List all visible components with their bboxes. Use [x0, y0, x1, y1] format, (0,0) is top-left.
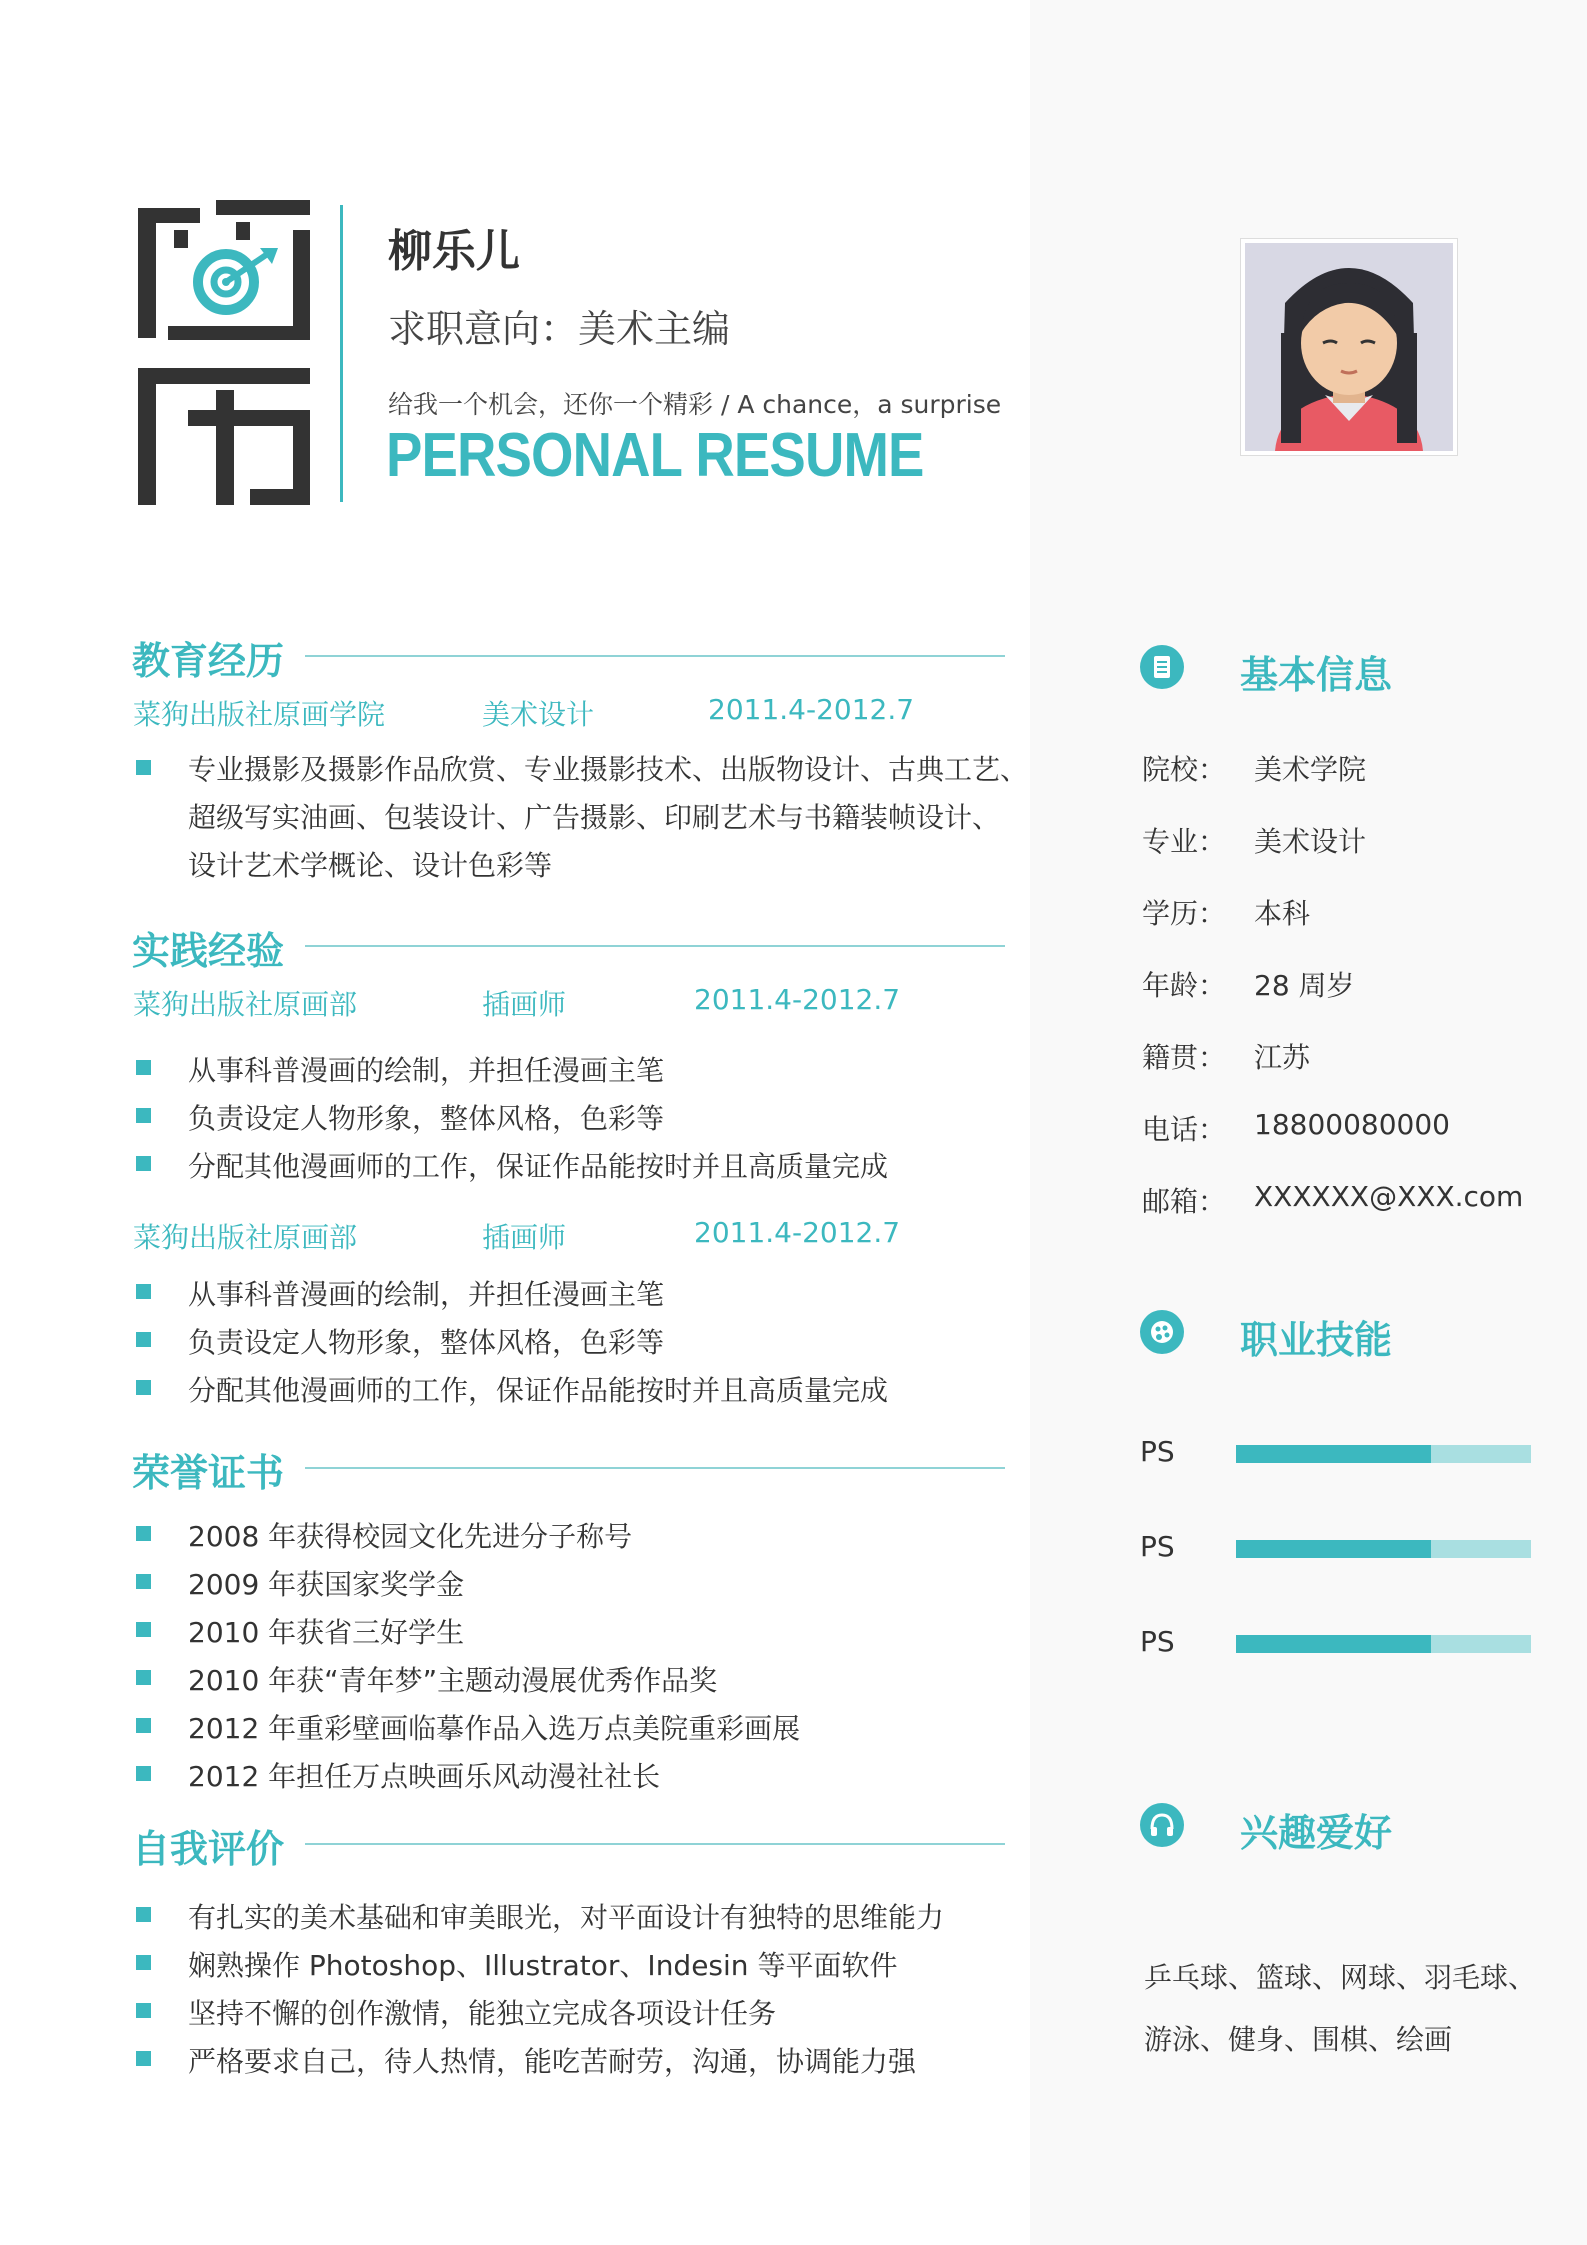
job-period: 2011.4-2012.7: [694, 983, 901, 1016]
job-item: 负责设定人物形象，整体风格，色彩等: [188, 1326, 665, 1359]
info-label: 电话：: [1142, 1113, 1227, 1146]
bullet: [136, 1380, 151, 1395]
info-value: 江苏: [1254, 1041, 1311, 1074]
bullet: [136, 1108, 151, 1123]
education-desc-line: 超级写实油画、包装设计、广告摄影、印刷艺术与书籍装帧设计、: [188, 801, 1001, 834]
resume-logo-icon: [138, 200, 310, 505]
info-value: 28 周岁: [1254, 969, 1355, 1002]
education-title: 教育经历: [132, 639, 285, 683]
self-eval-divider: [305, 1843, 1005, 1845]
practice-title: 实践经验: [132, 929, 285, 973]
honors-divider: [305, 1467, 1005, 1469]
self-eval-item: 严格要求自己，待人热情，能吃苦耐劳，沟通，协调能力强: [188, 2045, 917, 2078]
bullet: [136, 1574, 151, 1589]
skill-bar-track: [1236, 1635, 1531, 1653]
skills-title: 职业技能: [1240, 1318, 1393, 1362]
job-role: 插画师: [482, 1221, 567, 1254]
bullet: [136, 1766, 151, 1781]
education-desc-line: 设计艺术学概论、设计色彩等: [188, 849, 553, 882]
honor-item: 2010 年获“青年梦”主题动漫展优秀作品奖: [188, 1664, 718, 1697]
bullet: [136, 1670, 151, 1685]
skill-label: PS: [1140, 1625, 1175, 1658]
bullet: [136, 2051, 151, 2066]
info-value: XXXXXX@XXX.com: [1254, 1180, 1524, 1213]
job-item: 负责设定人物形象，整体风格，色彩等: [188, 1102, 665, 1135]
info-label: 专业：: [1142, 825, 1227, 858]
bullet: [136, 1907, 151, 1922]
education-major: 美术设计: [482, 698, 595, 731]
hobbies-line: 游泳、健身、围棋、绘画: [1144, 2023, 1453, 2056]
job-item: 分配其他漫画师的工作，保证作品能按时并且高质量完成: [188, 1150, 889, 1183]
job-item: 从事科普漫画的绘制，并担任漫画主笔: [188, 1054, 665, 1087]
skill-bar-fill: [1236, 1635, 1431, 1653]
self-eval-title: 自我评价: [132, 1827, 285, 1871]
job-intent: 求职意向：美术主编: [388, 307, 731, 351]
skill-bar-fill: [1236, 1445, 1431, 1463]
info-value: 美术设计: [1254, 825, 1367, 858]
honors-title: 荣誉证书: [132, 1451, 285, 1495]
info-value: 美术学院: [1254, 753, 1367, 786]
job-role: 插画师: [482, 988, 567, 1021]
skill-label: PS: [1140, 1435, 1175, 1468]
self-eval-item: 娴熟操作 Photoshop、Illustrator、Indesin 等平面软件: [188, 1949, 898, 1982]
info-label: 院校：: [1142, 753, 1227, 786]
bullet: [136, 1718, 151, 1733]
bullet: [136, 1284, 151, 1299]
job-item: 分配其他漫画师的工作，保证作品能按时并且高质量完成: [188, 1374, 889, 1407]
skill-bar-fill: [1236, 1540, 1431, 1558]
honor-item: 2009 年获国家奖学金: [188, 1568, 465, 1601]
honor-item: 2012 年重彩壁画临摹作品入选万点美院重彩画展: [188, 1712, 801, 1745]
tagline: 给我一个机会，还你一个精彩 / A chance，a surprise: [388, 390, 1002, 419]
self-eval-item: 坚持不懈的创作激情，能独立完成各项设计任务: [188, 1997, 777, 2030]
education-school: 菜狗出版社原画学院: [133, 698, 386, 731]
self-eval-item: 有扎实的美术基础和审美眼光，对平面设计有独特的思维能力: [188, 1901, 945, 1934]
bullet: [136, 760, 151, 775]
info-label: 年龄：: [1142, 969, 1227, 1002]
hobbies-line: 乒乓球、篮球、网球、羽毛球、: [1144, 1961, 1537, 1994]
headphones-icon: [1140, 1803, 1184, 1847]
document-icon: [1140, 645, 1184, 689]
job-item: 从事科普漫画的绘制，并担任漫画主笔: [188, 1278, 665, 1311]
practice-divider: [305, 945, 1005, 947]
skill-label: PS: [1140, 1530, 1175, 1563]
education-divider: [305, 655, 1005, 657]
info-label: 籍贯：: [1142, 1041, 1227, 1074]
skill-bar-track: [1236, 1540, 1531, 1558]
avatar-illustration-icon: [1245, 243, 1453, 451]
basic-info-title: 基本信息: [1240, 653, 1393, 697]
palette-icon: [1140, 1310, 1184, 1354]
header-divider: [340, 205, 343, 502]
candidate-name: 柳乐儿: [388, 226, 520, 277]
job-period: 2011.4-2012.7: [694, 1216, 901, 1249]
bullet: [136, 1622, 151, 1637]
bullet: [136, 1955, 151, 1970]
honor-item: 2008 年获得校园文化先进分子称号: [188, 1520, 633, 1553]
bullet: [136, 1060, 151, 1075]
info-label: 邮箱：: [1142, 1185, 1227, 1218]
education-period: 2011.4-2012.7: [708, 693, 915, 726]
honor-item: 2010 年获省三好学生: [188, 1616, 465, 1649]
resume-title: PERSONAL RESUME: [386, 421, 924, 490]
bullet: [136, 1526, 151, 1541]
honor-item: 2012 年担任万点映画乐风动漫社社长: [188, 1760, 661, 1793]
skill-bar-track: [1236, 1445, 1531, 1463]
info-value: 本科: [1254, 897, 1311, 930]
hobbies-title: 兴趣爱好: [1240, 1811, 1393, 1855]
bullet: [136, 1156, 151, 1171]
bullet: [136, 2003, 151, 2018]
job-company: 菜狗出版社原画部: [133, 1221, 358, 1254]
info-label: 学历：: [1142, 897, 1227, 930]
info-value: 18800080000: [1254, 1108, 1450, 1141]
education-desc-line: 专业摄影及摄影作品欣赏、专业摄影技术、出版物设计、古典工艺、: [188, 753, 1029, 786]
bullet: [136, 1332, 151, 1347]
profile-photo: [1240, 238, 1458, 456]
job-company: 菜狗出版社原画部: [133, 988, 358, 1021]
